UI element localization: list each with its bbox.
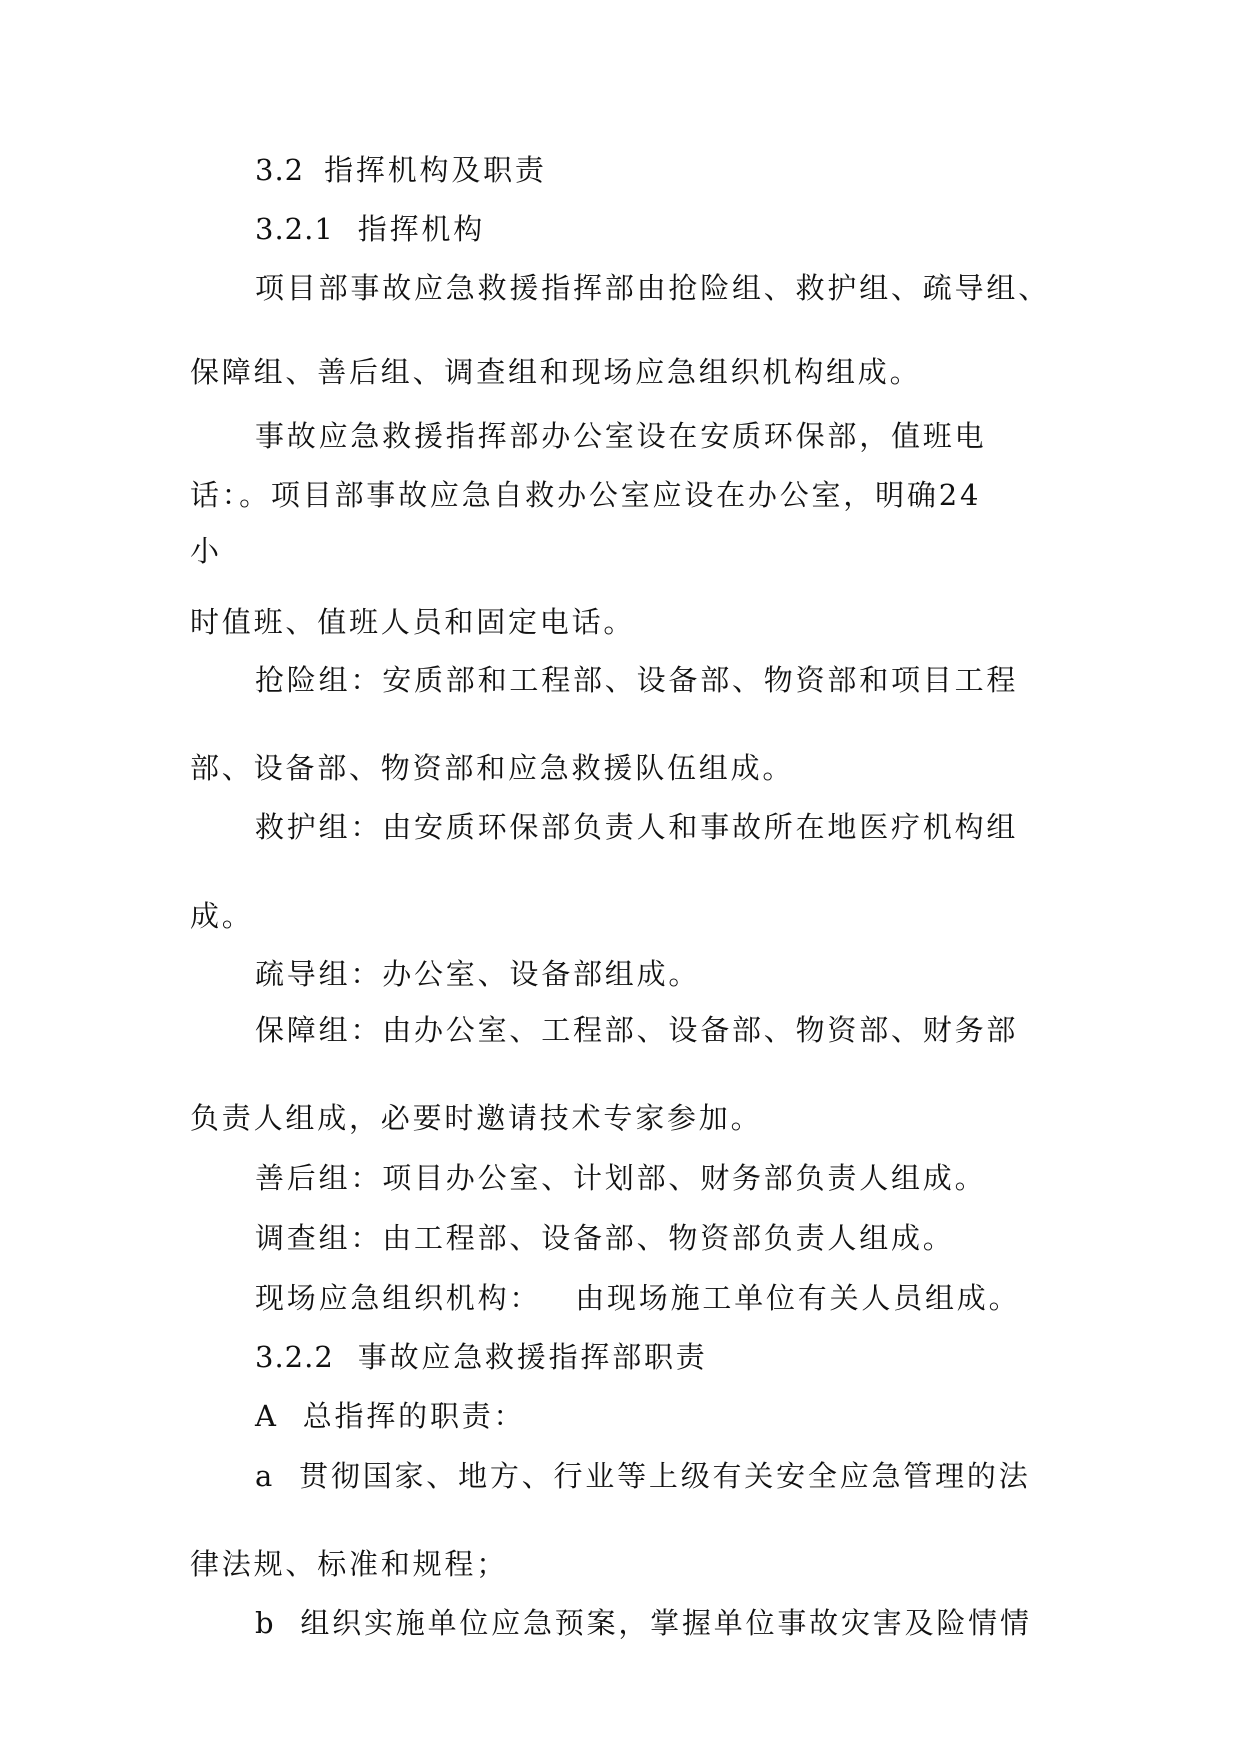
evacuation-group-line: 疏导组：办公室、设备部组成。 <box>255 957 701 991</box>
rescue-group-line: 抢险组：安质部和工程部、设备部、物资部和项目工程 <box>255 663 1019 697</box>
investigation-group-line: 调查组：由工程部、设备部、物资部负责人组成。 <box>255 1221 955 1255</box>
onsite-label: 现场应急组织机构： <box>255 1281 542 1315</box>
list-item-a <box>255 1456 1031 1496</box>
section-title: 指挥机构及职责 <box>324 153 547 187</box>
section-title: 指挥机构 <box>357 212 485 246</box>
list-item-text: 贯彻国家、地方、行业等上级有关安全应急管理的法 <box>299 1459 1031 1493</box>
medical-group-line: 救护组：由安质环保部负责人和事故所在地医疗机构组 <box>255 810 1019 844</box>
list-item-text: 总指挥的职责： <box>302 1399 526 1433</box>
medical-group-line: 成。 <box>190 899 254 933</box>
list-marker: a <box>255 1459 276 1493</box>
support-group-line: 保障组：由办公室、工程部、设备部、物资部、财务部 <box>255 1013 1019 1047</box>
office-paragraph-line: 时值班、值班人员和固定电话。 <box>190 605 636 639</box>
composition-paragraph-line: 保障组、善后组、调查组和现场应急组织机构组成。 <box>190 355 922 389</box>
section-number: 3.2 <box>255 153 305 187</box>
office-paragraph-line: 小 <box>190 534 222 568</box>
support-group-line: 负责人组成，必要时邀请技术专家参加。 <box>190 1101 763 1135</box>
section-number: 3.2.1 <box>255 212 334 246</box>
section-heading-3-2-2 <box>255 1337 708 1377</box>
section-title: 事故应急救援指挥部职责 <box>357 1340 708 1374</box>
list-item-A <box>255 1396 525 1436</box>
section-heading-3-2 <box>255 150 547 190</box>
list-marker: A <box>255 1399 279 1433</box>
list-marker: b <box>255 1606 277 1640</box>
section-heading-3-2-1 <box>255 209 485 249</box>
list-item-b <box>255 1603 1032 1643</box>
section-number: 3.2.2 <box>255 1340 334 1374</box>
aftermath-group-line: 善后组：项目办公室、计划部、财务部负责人组成。 <box>255 1161 987 1195</box>
composition-paragraph-line: 项目部事故应急救援指挥部由抢险组、救护组、疏导组、 <box>255 271 1051 305</box>
rescue-group-line: 部、设备部、物资部和应急救援队伍组成。 <box>190 751 795 785</box>
onsite-text: 由现场施工单位有关人员组成。 <box>575 1281 1021 1315</box>
office-paragraph-line: 话：。项目部事故应急自救办公室应设在办公室，明确24 <box>190 478 982 512</box>
list-item-text: 组织实施单位应急预案，掌握单位事故灾害及险情情 <box>300 1606 1032 1640</box>
office-paragraph-line: 事故应急救援指挥部办公室设在安质环保部，值班电 <box>255 419 987 453</box>
list-item-a-continuation: 律法规、标准和规程； <box>190 1547 509 1581</box>
onsite-organization-line <box>255 1278 1020 1318</box>
